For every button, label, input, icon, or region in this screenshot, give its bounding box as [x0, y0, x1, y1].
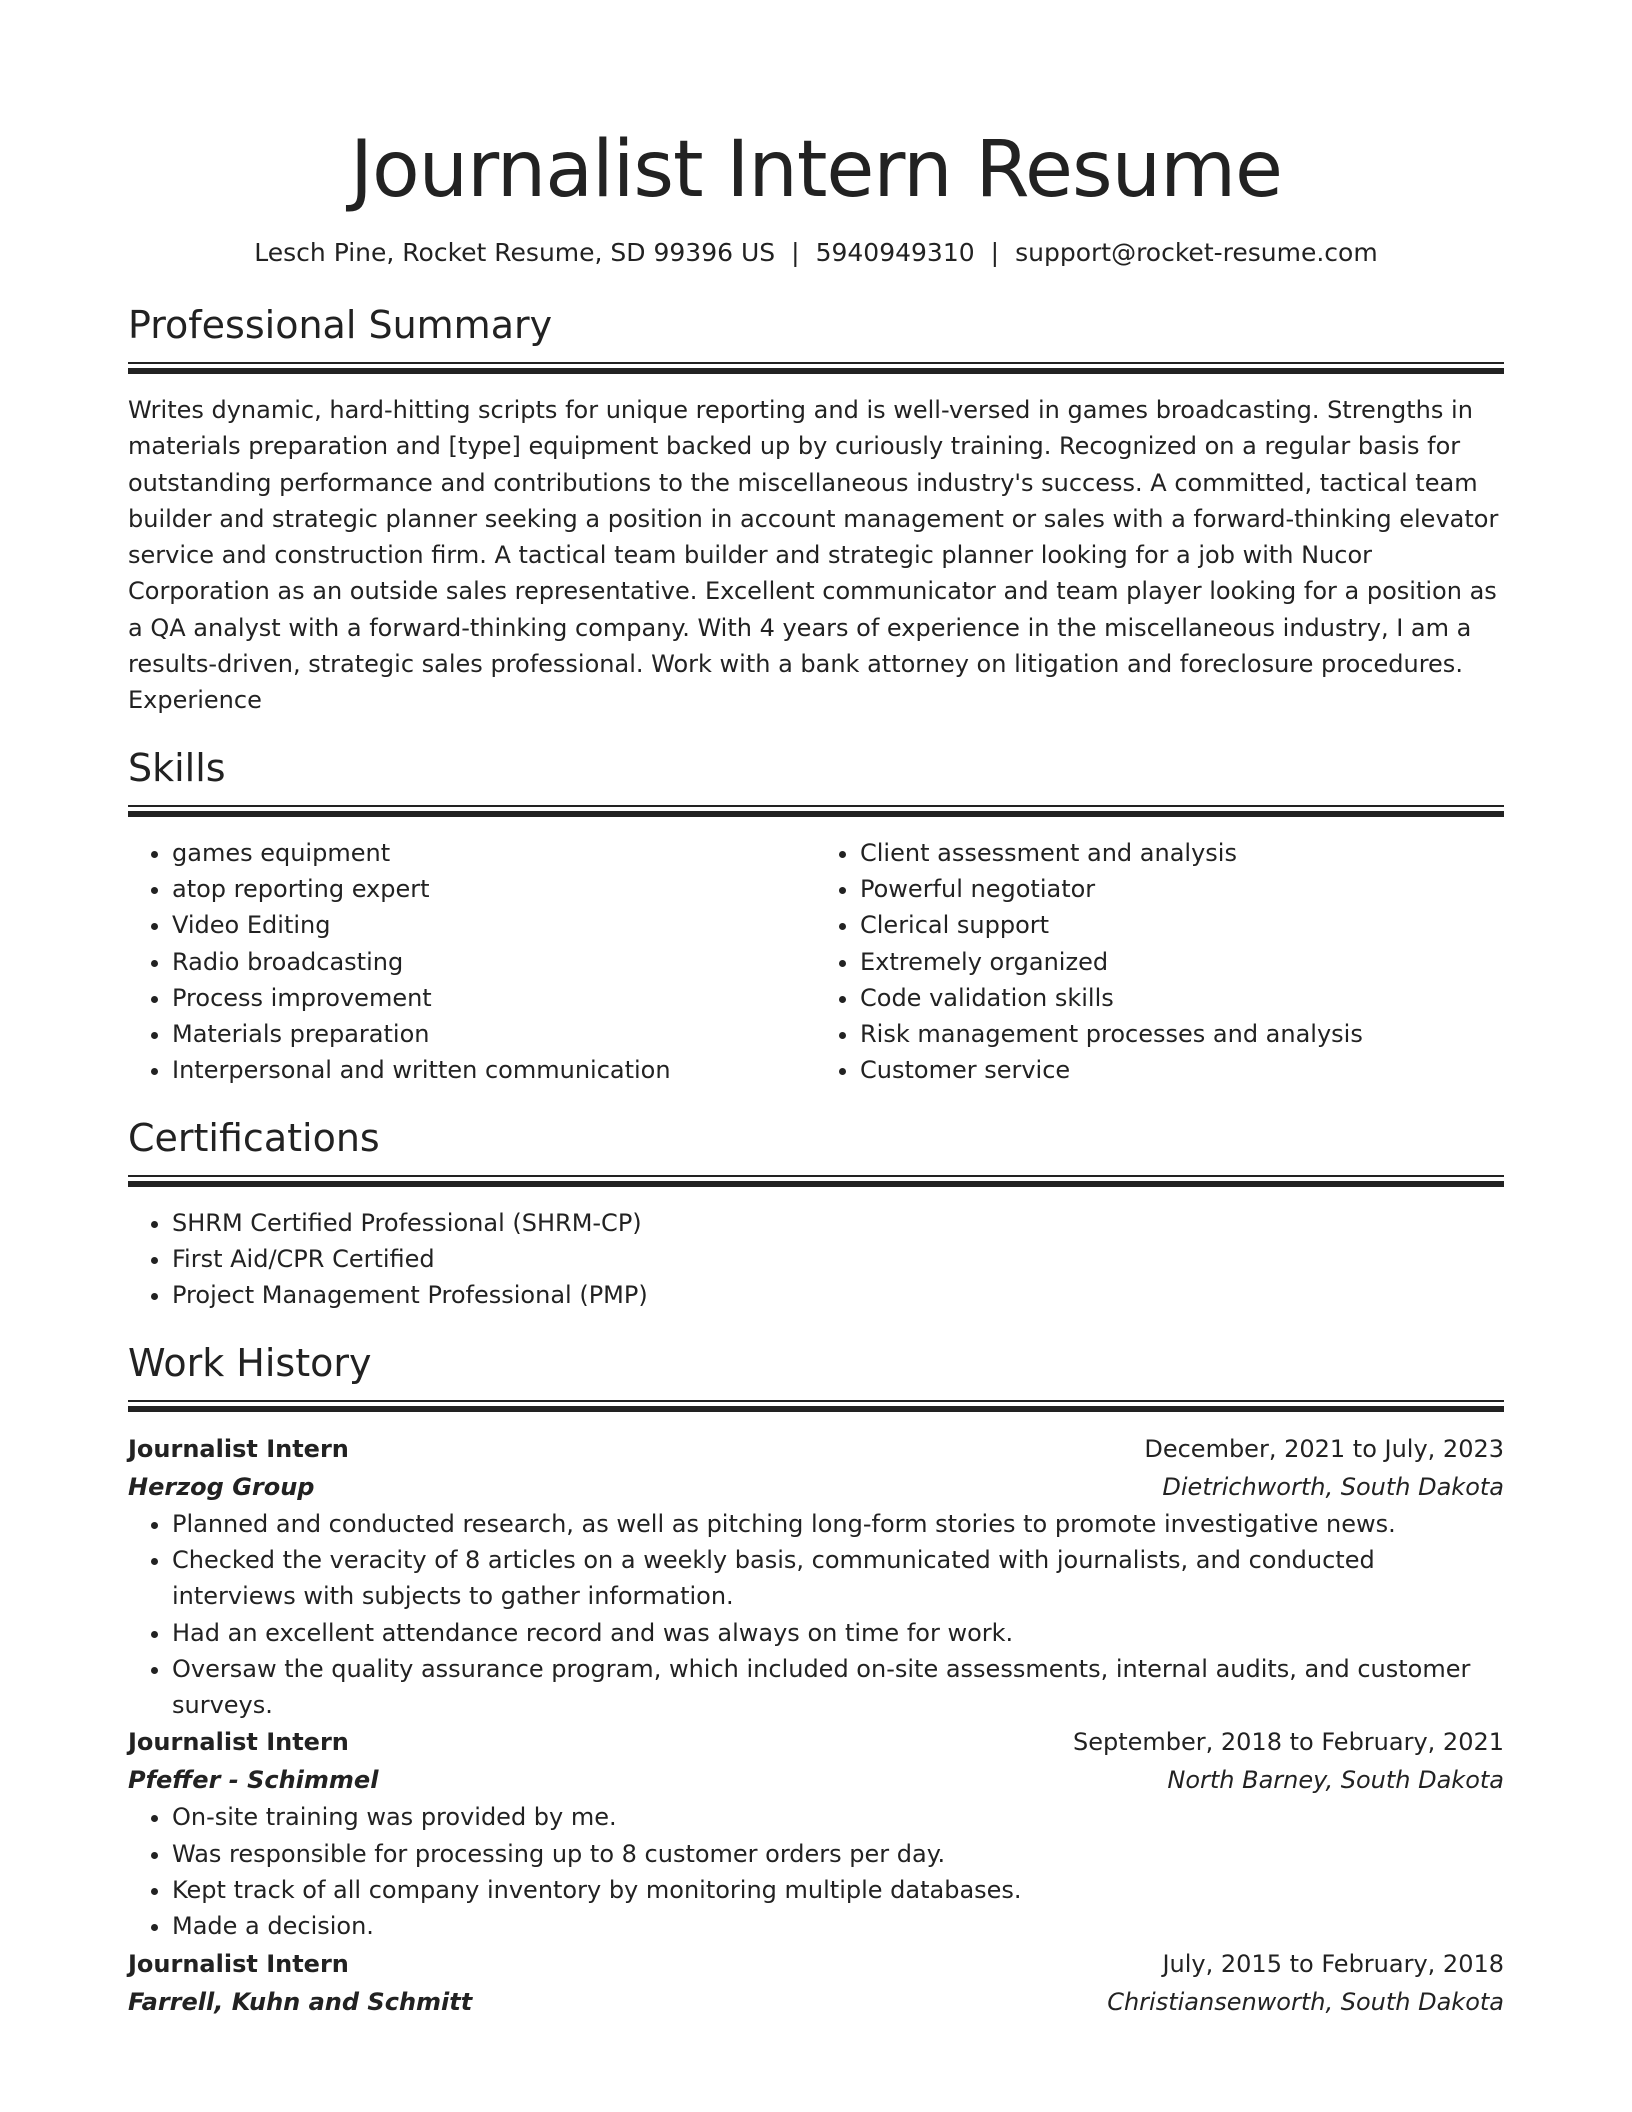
job-duty-item: • Was responsible for processing up to 8 customer orders per day. [172, 1836, 1504, 1872]
job-entry [128, 1430, 1504, 1724]
contact-email: support@rocket-resume.com [1015, 238, 1378, 267]
section-heading-skills: Skills [128, 745, 226, 790]
contact-separator: | [791, 238, 800, 267]
job-duty-item: • Oversaw the quality assurance program, which included on-site assessments, internal audits, and customer surveys. [172, 1651, 1504, 1724]
job-company: Herzog Group [128, 1472, 315, 1501]
skills-list-right [816, 835, 1504, 1089]
skill-item: • Powerful negotiator [860, 871, 1504, 907]
job-duty-item: • Made a decision. [172, 1908, 1504, 1944]
contact-address: Lesch Pine, Rocket Resume, SD 99396 US [254, 238, 776, 267]
skill-item: • Customer service [860, 1052, 1504, 1088]
skills-section [128, 743, 1504, 1089]
skill-item: • games equipment [172, 835, 816, 871]
certifications-list [128, 1205, 1504, 1314]
section-divider [128, 1175, 1504, 1187]
job-duty-item: • Had an excellent attendance record and was always on time for work. [172, 1615, 1504, 1651]
job-header-row [128, 1723, 1504, 1761]
job-duty-item: • On-site training was provided by me. [172, 1799, 1504, 1835]
job-title: Journalist Intern [128, 1728, 349, 1757]
job-title: Journalist Intern [128, 1434, 349, 1463]
summary-text: Writes dynamic, hard-hitting scripts for unique reporting and is well-versed in games broadcasting. Strengths in materials preparation and [type] equipment backed up by curiously training. Recognized on a regular basis for outstanding performance and contributions to the miscellaneous industry's success. A committed, tactical team builder and strategic planner seeking a position in account management or sales with a forward-thinking elevator service and construction firm. A tactical team builder and strategic planner looking for a job with Nucor Corporation as an outside sales representative. Excellent communicator and team player looking for a position as a QA analyst with a forward-thinking company. With 4 years of experience in the miscellaneous industry, I am a results-driven, strategic sales professional. Work with a bank attorney on litigation and foreclosure procedures. Experience [128, 396, 1499, 715]
job-header-row [128, 1945, 1504, 1983]
skill-item: • Extremely organized [860, 944, 1504, 980]
certification-item: • Project Management Professional (PMP) [172, 1277, 1504, 1313]
section-heading-work-history: Work History [128, 1340, 372, 1385]
job-header-row [128, 1430, 1504, 1468]
section-divider [128, 362, 1504, 374]
contact-phone: 5940949310 [815, 238, 975, 267]
skill-item: • Risk management processes and analysis [860, 1016, 1504, 1052]
certifications-section [128, 1113, 1504, 1314]
skill-item: • Materials preparation [172, 1016, 816, 1052]
job-duties-list [128, 1506, 1504, 1724]
job-dates: July, 2015 to February, 2018 [1162, 1949, 1504, 1978]
skill-item: • Code validation skills [860, 980, 1504, 1016]
job-company: Pfeffer - Schimmel [128, 1766, 379, 1795]
job-company: Farrell, Kuhn and Schmitt [128, 1987, 473, 2016]
skill-item: • Radio broadcasting [172, 944, 816, 980]
job-duty-item: • Kept track of all company inventory by monitoring multiple databases. [172, 1872, 1504, 1908]
job-location: Christiansenworth, South Dakota [1107, 1987, 1504, 2016]
job-dates: December, 2021 to July, 2023 [1144, 1434, 1504, 1463]
job-title: Journalist Intern [128, 1949, 349, 1978]
skill-item: • Clerical support [860, 907, 1504, 943]
job-location: Dietrichworth, South Dakota [1162, 1472, 1504, 1501]
job-subheader-row [128, 1761, 1504, 1799]
job-entry [128, 1723, 1504, 1944]
certification-item: • First Aid/CPR Certified [172, 1241, 1504, 1277]
job-duty-item: • Planned and conducted research, as well as pitching long-form stories to promote investigative news. [172, 1506, 1504, 1542]
skill-item: • atop reporting expert [172, 871, 816, 907]
job-duties-list [128, 1799, 1504, 1944]
section-divider [128, 1400, 1504, 1412]
skill-item: • Video Editing [172, 907, 816, 943]
skill-item: • Interpersonal and written communication [172, 1052, 816, 1088]
job-entry [128, 1945, 1504, 2021]
job-location: North Barney, South Dakota [1167, 1766, 1504, 1795]
job-duty-item: • Checked the veracity of 8 articles on a weekly basis, communicated with journalists, and conducted interviews with subjects to gather information. [172, 1542, 1504, 1615]
skill-item: • Process improvement [172, 980, 816, 1016]
job-dates: September, 2018 to February, 2021 [1072, 1728, 1504, 1757]
section-heading-summary: Professional Summary [128, 303, 553, 347]
resume-title: Journalist Intern Resume [349, 125, 1283, 215]
summary-section [128, 300, 1504, 719]
section-divider [128, 805, 1504, 817]
skills-list-left [128, 835, 816, 1089]
work-history-section [128, 1338, 1504, 2021]
certification-item: • SHRM Certified Professional (SHRM-CP) [172, 1205, 1504, 1241]
skill-item: • Client assessment and analysis [860, 835, 1504, 871]
skills-grid [128, 835, 1504, 1089]
job-subheader-row [128, 1468, 1504, 1506]
contact-separator: | [990, 238, 1000, 267]
section-heading-certifications: Certifications [128, 1115, 380, 1160]
resume-page [128, 0, 1504, 2021]
contact-line [128, 236, 1504, 270]
job-subheader-row [128, 1983, 1504, 2021]
